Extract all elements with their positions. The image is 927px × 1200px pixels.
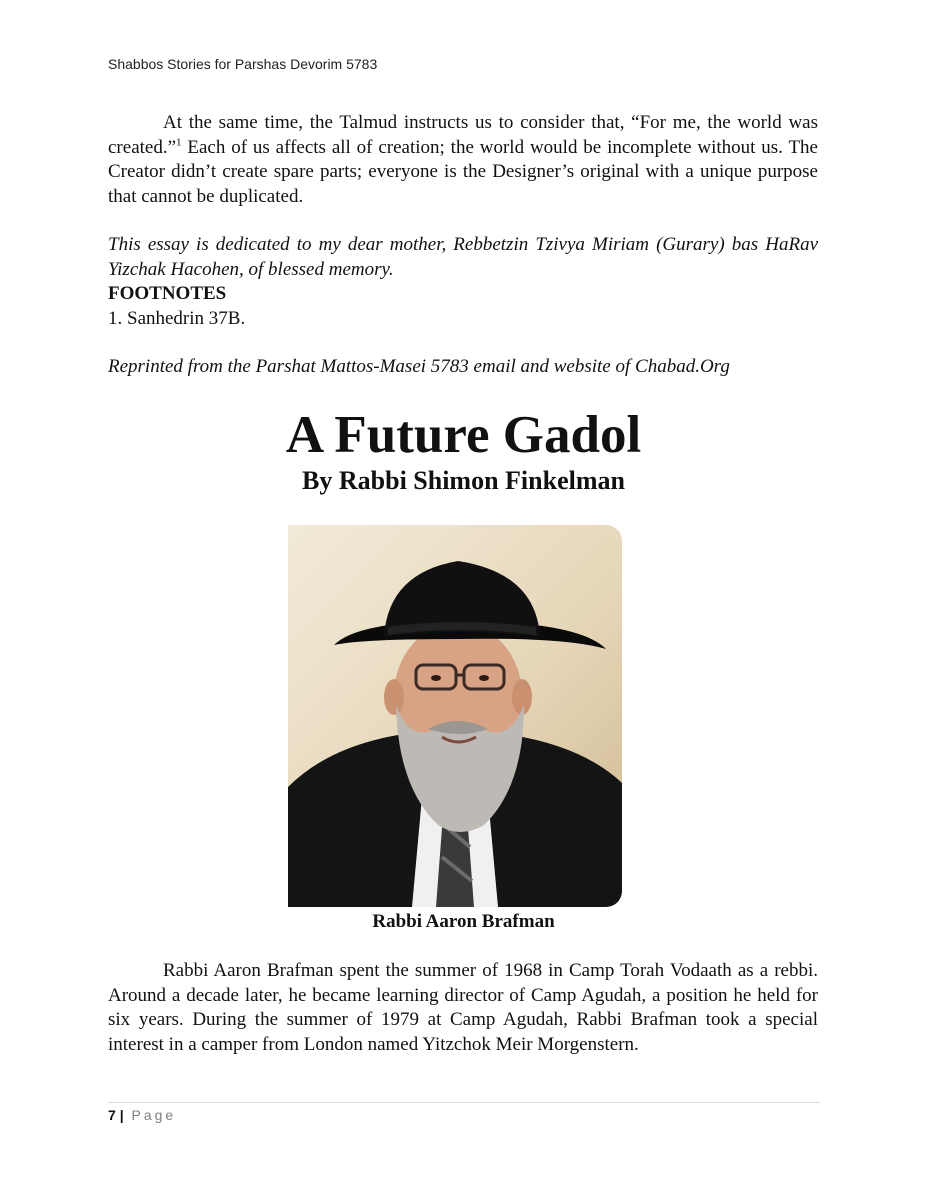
intro-text-start: At the same time, the Talmud instructs us to consider that, “For me, the world was created.” <box>108 112 818 158</box>
footnote-ref: 1 <box>176 136 182 149</box>
footnote-1: 1. Sanhedrin 37B. <box>108 308 246 329</box>
portrait-illustration <box>288 525 622 907</box>
page-number: 7 <box>108 1107 116 1123</box>
article-title: A Future Gadol <box>285 406 642 464</box>
page-label: Page <box>131 1107 177 1123</box>
article-body: Rabbi Aaron Brafman spent the summer of 1968 in Camp Torah Vodaath as a rebbi. Around a decade later, he became learning director of Camp Agudah, a position he held for six years. During the summer of 1979 at Camp Agudah, Rabbi Brafman took a special interest in a camper from London named Yitzchok Meir Morgenstern. <box>108 960 818 1055</box>
intro-text-end: Each of us affects all of creation; the world would be incomplete without us. The Creator didn’t create spare parts; everyone is the Designer’s original with a unique purpose that cannot be duplicated. <box>108 136 818 207</box>
running-header: Shabbos Stories for Parshas Devorim 5783 <box>108 56 378 72</box>
footer-separator: | <box>119 1107 124 1123</box>
photo-caption: Rabbi Aaron Brafman <box>372 911 555 932</box>
intro-paragraph <box>108 111 818 209</box>
dedication: This essay is dedicated to my dear mother, Rebbetzin Tzivya Miriam (Gurary) bas HaRav Yizchak Hacohen, of blessed memory. <box>108 234 818 280</box>
footnotes-heading: FOOTNOTES <box>108 283 227 304</box>
footer-divider <box>108 1102 820 1103</box>
reprint-note: Reprinted from the Parshat Mattos-Masei 5783 email and website of Chabad.Org <box>108 356 730 377</box>
page-footer <box>108 1107 176 1123</box>
article-byline: By Rabbi Shimon Finkelman <box>302 466 625 495</box>
portrait-photo <box>288 525 622 907</box>
